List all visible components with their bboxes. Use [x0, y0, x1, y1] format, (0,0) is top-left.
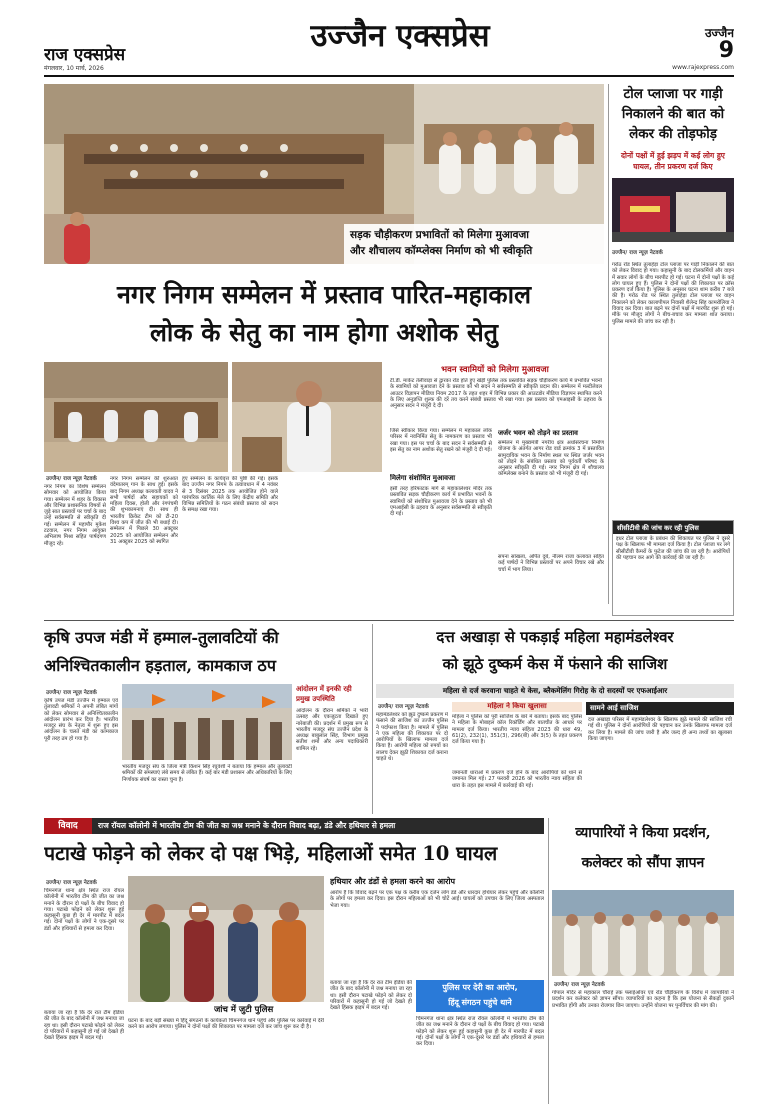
amended-compensation-subhead: मिलेगा संशोधित मुआवजा: [390, 474, 456, 482]
firecracker-attack-subhead: हथियार और डंडों से हमला करने का आरोप: [330, 877, 456, 886]
lead-headline-line1: नगर निगम सम्मेलन में प्रस्ताव पारित-महाकाल: [116, 280, 532, 309]
jarjar-subhead: जर्जर भवन को तोड़ने का प्रस्ताव: [498, 429, 578, 437]
akhada-box2-body: दत्त अखाड़ा परिसर में महामंडलेश्वर के खिलाफ झूठे मामले की साजिश रची गई थी। पुलिस ने दोनों आरोपियों की पहचान कर उनके खिलाफ मामला दर्ज कर लिया है। मामले की जांच जारी है और जल्द ही अन्य तथ्यों का खुलासा किया जाएगा।: [588, 717, 732, 742]
lead-body-col4: टी.डी. मार्केट तेलीवाड़ा से द्वारका रोड होते हुए खेड़ी पुलिस तक प्रस्तावित सड़क चौड़ीकरण कार्य में प्रभावित भवनों के स्वामियों को मुआवजा देने के प्रस्ताव को भी सदन ने सर्वसम्मति से स्वीकृति प्रदान की। सम्मेलन में मल्टीलेवल आउटर विज्ञापन मीडिया नियम 2017 के तहत शहर में विभिन्न प्रकार की आउटडोर मीडिया विज्ञापन स्थापित करने के लिए अनुज्ञप्ति शुल्क की दरें तय करने संबंधी प्रस्ताव भी रखा गया। इस प्रस्ताव को एमआइसी के ठहराव के अनुसार सदन ने मंजूरी दे दी।: [390, 378, 602, 410]
firecracker-body1: चिमनगंज थाना क्षेत्र स्थित राज रॉयल कॉलोनी में भारतीय टीम की जीत का जश्न मनाने के दौरान दो पक्षों के बीच विवाद हो गया। पटाखे फोड़ने को लेकर शुरू हुई कहासुनी कुछ ही देर में मारपीट में बदल गई। दोनों पक्षों के लोगों ने एक-दूसरे पर डंडों और हथियारों से हमला कर दिया।: [44, 888, 124, 932]
firecracker-body1-right: चिमनगंज थाना क्षेत्र स्थित राज रॉयल कॉलोनी में भारतीय टीम की जीत का जश्न मनाने के दौरान दो पक्षों के बीच विवाद हो गया। पटाखे फोड़ने को लेकर शुरू हुई कहासुनी कुछ ही देर में मारपीट में बदल गई। दोनों पक्षों के लोगों ने एक-दूसरे पर डंडों और हथियारों से हमला कर दिया।: [416, 1016, 544, 1048]
lead-body-col5: जिसे स्वीकार किया गया। सम्मेलन में महाकाल लोक परिसर में नवनिर्मित सेतु के नामकरण का प्रस्ताव भी रखा गया। इस पर चर्चा के बाद सदन ने सर्वसम्मति से इस सेतु का नाम अशोक सेतु रखने को मंजूरी दे दी गई।: [390, 428, 492, 453]
right-column-divider: [608, 84, 609, 604]
masthead: [0, 0, 778, 80]
mandi-headline-line1: कृषि उपज मंडी में हम्माल-तुलावटियों की: [44, 628, 279, 647]
akhada-body3: जमानती धाराओं में प्रकरण दर्ज होने के बाद आरोपियों को थाने से जमानत मिल गई। 27 फरवरी 2026 को भारतीय न्याय संहिता की धारा के तहत इस मामले में कार्रवाई की गई।: [452, 770, 582, 789]
toll-headline-line1: टोल प्लाजा पर गाड़ी: [623, 86, 723, 102]
lead-body-col6b: सपना सांखला, अर्पित दुबे, नीलम राजा कलावत सहित कई पार्षदों ने विभिन्न प्रस्तावों पर अपने विचार रखे और चर्चा में भाग लिया।: [498, 554, 604, 573]
firecracker-body3: आरोप है कि विवाद बढ़ने पर एक पक्ष के करीब एक दर्जन लोग डंडे और धारदार हथियार लेकर पहुंचे और कॉलोनी के लोगों पर हमला कर दिया। इस दौरान महिलाओं को भी चोटें आईं। घायलों को उपचार के लिए जिला अस्पताल भेजा गया।: [330, 890, 544, 909]
hindu-org-box-head1: पुलिस पर देरी का आरोप,: [442, 983, 518, 992]
mandi-body1: कृषि उपज मंडी उज्जैन में हम्माल एवं तुलावटी श्रमिकों ने अपनी लंबित मांगों को लेकर सोमवार से अनिश्चितकालीन आंदोलन प्रारंभ कर दिया है। भारतीय मजदूर संघ के नेतृत्व में शुरू हुए इस आंदोलन के चलते मंडी का कामकाज पूरी तरह ठप हो गया है।: [44, 698, 118, 742]
section-title: उज्जैन एक्सप्रेस: [310, 18, 490, 54]
firecracker-headline: पटाखे फोड़ने को लेकर दो पक्ष भिड़े, महिलाओं समेत 10 घायल: [44, 842, 498, 865]
traders-byline: उज्जैन/ राज न्यूज़ नेटवर्क: [554, 982, 605, 988]
firecracker-body2-right: बताया जा रहा है कि देर रात टीम इंडिया की जीत के बाद कॉलोनी में जश्न मनाया जा रहा था। इसी दौरान पटाखे फोड़ने को लेकर दो परिवारों में कहासुनी हो गई जो देखते ही देखते हिंसक झड़प में बदल गई।: [330, 980, 412, 1012]
lead-headline-line2: लोक के सेतु का नाम होगा अशोक सेतु: [149, 318, 499, 347]
dispute-ribbon: [44, 818, 544, 834]
mandi-protest-photo: [122, 684, 292, 760]
dispute-ribbon-text: राज रॉयल कॉलोनी में भारतीय टीम की जीत का जश्न मनाने के दौरान विवाद बढ़ा, डंडे और हथियार से हमला: [98, 821, 396, 830]
council-members-photo: [44, 362, 228, 472]
akhada-body2: महिला ने पुलिस को पूरी साजिश के बारे में बताया। इसके बाद पुलिस ने महिला के मोबाइल कॉल रिकॉर्डिंग और बातचीत के आधार पर मामला दर्ज किया। भारतीय न्याय संहिता 2023 की धारा 49, 61(2), 232(1), 351(3), 296(बी) और 3(5) के तहत प्रकरण दर्ज किया गया है।: [452, 714, 582, 746]
mandi-byline: उज्जैन/ राज न्यूज़ नेटवर्क: [46, 690, 97, 696]
mid-column-divider: [372, 624, 373, 814]
section-rule-1: [44, 620, 734, 621]
masthead-date: मंगलवार, 10 मार्च, 2026: [44, 65, 104, 72]
masthead-logo: राज एक्सप्रेस: [44, 45, 126, 64]
mandi-protest-image: [122, 684, 292, 760]
akhada-body1: महामंडलेश्वर को झूठे दुष्कर्म प्रकरण में फंसाने की साजिश का उज्जैन पुलिस ने पर्दाफाश किया है। मामले में पुलिस ने एक महिला की शिकायत पर दो आरोपियों के खिलाफ मामला दर्ज किया है। आरोपी महिला को रुपयों का लालच देकर झूठी शिकायत दर्ज कराना चाहते थे।: [376, 712, 448, 763]
akhada-headline: [376, 624, 734, 680]
photo-caption-box: [344, 224, 604, 264]
lead-body-col2: नगर निगम सम्मेलन की शुरुआत वंदेमातरम् गान के साथ हुई। इसके बाद निगम अध्यक्ष कलावती यादव ने सभी पार्षदों और सहायकों को महिला दिवस, होली और रंगपंचमी की शुभकामनाएं दीं। साथ ही भारतीय क्रिकेट टीम को टी-20 विश्व कप में जीत की भी बधाई दी। सम्मेलन में पिछले 30 अक्टूबर 2025 को आयोजित सम्मेलन और 31 अक्टूबर 2025 को स्थगित: [110, 476, 178, 545]
cctv-body: इधर टोल प्लाजा के प्रबंधन की शिकायत पर पुलिस ने दूसरे पक्ष के खिलाफ भी मामला दर्ज किया है। टोल प्लाजा पर लगे सीसीटीवी कैमरों के फुटेज की जांच की जा रही है। आरोपियों की पहचान कर आगे की कार्रवाई की जा रही है।: [616, 536, 730, 561]
speaker-photo: [232, 362, 382, 472]
injured-victims-photo: [128, 876, 324, 1002]
mandi-headline-line2: अनिश्चितकालीन हड़ताल, कामकाज ठप: [44, 656, 276, 675]
speaker-image: [232, 362, 382, 472]
lead-headline: [44, 276, 604, 356]
compensation-subhead: भवन स्वामियों को मिलेगा मुआवजा: [441, 365, 549, 375]
dispute-ribbon-label: विवाद: [44, 818, 92, 834]
firecracker-probe-subhead: जांच में जुटी पुलिस: [214, 1005, 274, 1015]
lead-body-col6: सम्मेलन में मुख्यमंत्री नगरीय क्षेत्र अधोसंरचना निर्माण योजना के अंतर्गत आगर रोड वार्ड क्रमांक 3 में प्रस्तावित सामुदायिक भवन के निर्माण स्थल पर स्थित जर्जर भवन को तोड़ने के संबंधित प्रस्ताव को पूर्ववर्ती परिषद के अनुसार स्वीकृति दी गई। नगर निगम क्षेत्र में शौचालय कॉम्प्लेक्स बनाने के प्रस्ताव को भी मंजूरी दी गई।: [498, 440, 604, 478]
akhada-headline-line1: दत्त अखाड़ा से पकड़ाई महिला महामंडलेश्वर: [436, 628, 674, 646]
toll-body: गरोठ रोड स्थित तुलाहेड़ा टोल प्लाजा पर गाड़ी निकालने की बात को लेकर विवाद हो गया। कहासुनी के बाद टोलकर्मियों और वाहन में सवार लोगों के बीच मारपीट हो गई। घटना में दोनों पक्षों के कई लोग घायल हुए हैं। पुलिस ने दोनों पक्षों की शिकायत पर क्रॉस प्रकरण दर्ज किया है। पुलिस के अनुसार घटना शाम करीब 7 बजे की है। गरोठ रोड पर स्थित तुलाहेड़ा टोल प्लाजा पर वाहन निकालने को लेकर कालापीपल निवासी शैलेन्द्र सिंह कामरोलिया ने विवाद कर दिया। बात बढ़ने पर दोनों पक्षों में मारपीट शुरू हो गई। मौके पर मौजूद लोगों ने बीच-बचाव कर मामला शांत कराया। पुलिस मामले की जांच कर रही है।: [612, 262, 734, 325]
lead-body-col1: नगर निगम का विशेष सम्मेलन सोमवार को आयोजित किया गया। सम्मेलन में शहर के विकास और विभिन्न प्रशासनिक विषयों से जुड़े सात प्रस्तावों पर चर्चा के बाद उन्हें सर्वसम्मति से स्वीकृति दी गई। सम्मेलन में महापौर मुकेश टटवाल, नगर निगम आयुक्त अभिलाष मिश्रा सहित पार्षदगण मौजूद रहे।: [44, 484, 106, 547]
akhada-box2: [586, 702, 734, 814]
mandi-subhead: आंदोलन में इनकी रही प्रमुख उपस्थिति: [296, 685, 352, 703]
lead-body-col3: हुए सम्मेलन के कार्यवृत्त की पुष्टि की गई। इसके बाद उज्जैन नगर निगम के तत्वावधान में 4 नवंबर से 3 दिसंबर 2025 तक आयोजित होने वाले पारंपरिक कार्तिक मेले के लिए केंद्रीय समिति और विभिन्न समितियों के गठन संबंधी प्रस्ताव को सदन के समक्ष रखा गया।: [182, 476, 278, 514]
cctv-headline: सीसीटीवी की जांच कर रही पुलिस: [613, 521, 733, 534]
website: www.rajexpress.com: [672, 64, 734, 71]
cctv-box: [612, 520, 734, 616]
toll-headline: [612, 84, 734, 148]
council-members-image: [44, 362, 228, 472]
injured-victims-image: [128, 876, 324, 1002]
traders-protest-image: [552, 890, 734, 976]
toll-byline: उज्जैन/ राज न्यूज़ नेटवर्क: [612, 250, 663, 256]
akhada-dek: महिला से दर्ज करवाना चाहते थे केस, ब्लैकमेलिंग गिरोह के दो सदस्यों पर एफआईआर: [376, 684, 734, 698]
toll-headline-line2: निकालने की बात को: [621, 106, 725, 122]
akhada-box2-head: सामने आई साजिश: [586, 702, 734, 715]
akhada-box-head: महिला ने किया खुलासा: [452, 702, 582, 712]
hindu-org-box-head2: हिंदू संगठन पहुंचे थाने: [448, 998, 512, 1007]
masthead-city: उज्जैन: [704, 26, 734, 40]
mandi-body2: भारतीय मजदूर संघ के जिला मंत्री किशन सिंह रघुवंशी ने बताया कि हम्माल और तुलावटी श्रमिकों की समस्याएं लंबे समय से लंबित हैं। कई बार मंडी प्रशासन और अधिकारियों के लिए निर्णायक संघर्ष का रास्ता चुना है।: [122, 764, 292, 783]
traders-headline: [552, 818, 734, 884]
hindu-org-box: [416, 980, 544, 1012]
toll-headline-line3: लेकर की तोड़फोड़: [629, 126, 717, 142]
traders-headline-line2: कलेक्टर को सौंपा ज्ञापन: [581, 855, 705, 871]
firecracker-body4-left: घटना के बाद बड़ी संख्या में हिंदू संगठनों के कार्यकर्ता चिमनगंज थाने पहुंचे और पुलिस पर कार्रवाई में देरी करने का आरोप लगाया। पुलिस ने दोनों पक्षों की शिकायत पर मामला दर्ज कर जांच शुरू कर दी है।: [128, 1018, 324, 1031]
akhada-headline-line2: को झूठे दुष्कर्म केस में फंसाने की साजिश: [442, 655, 668, 673]
firecracker-byline: उज्जैन/ राज न्यूज़ नेटवर्क: [46, 880, 97, 886]
firecracker-body2: बताया जा रहा है कि देर रात टीम इंडिया की जीत के बाद कॉलोनी में जश्न मनाया जा रहा था। इसी दौरान पटाखे फोड़ने को लेकर दो परिवारों में कहासुनी हो गई जो देखते ही देखते हिंसक झड़प में बदल गई।: [44, 1010, 124, 1042]
lead-byline: उज्जैन/ राज न्यूज़ नेटवर्क: [46, 476, 97, 482]
traders-body: गोपाल मंदिर से महाकाल चौराहे तक फ्लाईओवर एवं रोड चौड़ीकरण के विरोध में व्यापारियों ने प्रदर्शन कर कलेक्टर को ज्ञापन सौंपा। व्यापारियों का कहना है कि इस योजना से सैकड़ों दुकानें प्रभावित होंगी और उनका रोजगार छिन जाएगा। उन्होंने योजना पर पुनर्विचार की मांग की।: [552, 990, 734, 1009]
traders-protest-photo: [552, 890, 734, 976]
lead-body-col5b: इसी तरह हरिफाटक मार्ग से महाकालेश्वर मंदिर तक प्रस्तावित सड़क चौड़ीकरण कार्य में प्रभावित भवनों के स्वामियों को संशोधित मुआवजा देने के प्रस्ताव को भी एमआईसी के ठहराव के अनुसार सर्वसम्मति से स्वीकृति दी गई।: [390, 486, 492, 518]
masthead-rule: [44, 75, 734, 77]
page-number: 9: [718, 38, 734, 63]
council-meeting-photo: [44, 84, 604, 264]
photo-caption-line1: सड़क चौड़ीकरण प्रभावितों को मिलेगा मुआवजा: [350, 229, 529, 241]
traders-divider: [548, 818, 549, 1104]
toll-plaza-photo: [612, 178, 734, 242]
akhada-byline: उज्जैन/ राज न्यूज़ नेटवर्क: [378, 704, 429, 710]
mandi-body3: आंदोलन के दौरान श्रमिकों ने भारी उत्साह और एकजुटता दिखाते हुए नारेबाजी की। प्रदर्शन में प्रमुख रूप से भारतीय मजदूर संघ उज्जैन प्रदेश के अध्यक्ष बाबुलाल सिंह, विभाग प्रमुख सतीश शर्मा और अन्य पदाधिकारी शामिल रहे।: [296, 708, 368, 752]
traders-headline-line1: व्यापारियों ने किया प्रदर्शन,: [575, 825, 711, 841]
toll-plaza-image: [612, 178, 734, 242]
mandi-headline: [44, 624, 368, 682]
photo-caption-line2: और शौचालय कॉम्प्लेक्स निर्माण को भी स्वीकृति: [350, 245, 533, 257]
toll-subhead: दोनों पक्षों में हुई झड़प में कई लोग हुए घायल, तीन प्रकरण दर्ज किए: [621, 151, 725, 171]
